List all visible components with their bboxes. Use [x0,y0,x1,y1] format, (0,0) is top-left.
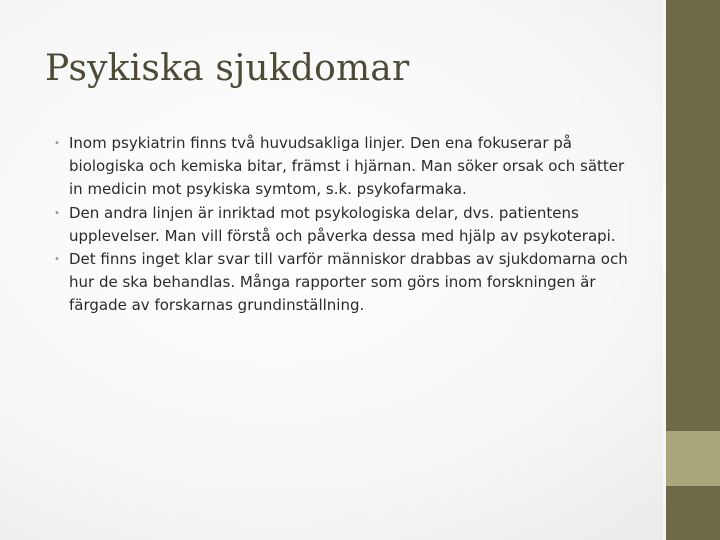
bullet-item-2 [54,202,634,248]
bullet-item-1 [54,132,634,202]
bullet-text: Den andra linjen är inriktad mot psykologiska delar, dvs. patientens upplevelser. Man vill förstå och påverka dessa med hjälp av psykoterapi. [69,203,616,245]
bullet-list [54,132,634,318]
bullet-text: Det finns inget klar svar till varför människor drabbas av sjukdomarna och hur de ska behandlas. Många rapporter som görs inom forskningen är färgade av forskarnas grundinställning. [69,250,628,315]
slide-title: Psykiska sjukdomar [45,48,410,89]
bullet-item-3 [54,248,634,318]
bullet-text: Inom psykiatrin finns två huvudsakliga linjer. Den ena fokuserar på biologiska och kemiska bitar, främst i hjärnan. Man söker orsak och sätter in medicin mot psykiska symtom, s.k. psykofarmaka. [69,134,625,199]
sidebar-band-accent [666,431,720,486]
bullet-marker: • [54,138,60,149]
bullet-marker: • [54,254,60,266]
bullet-marker: • [54,207,60,219]
